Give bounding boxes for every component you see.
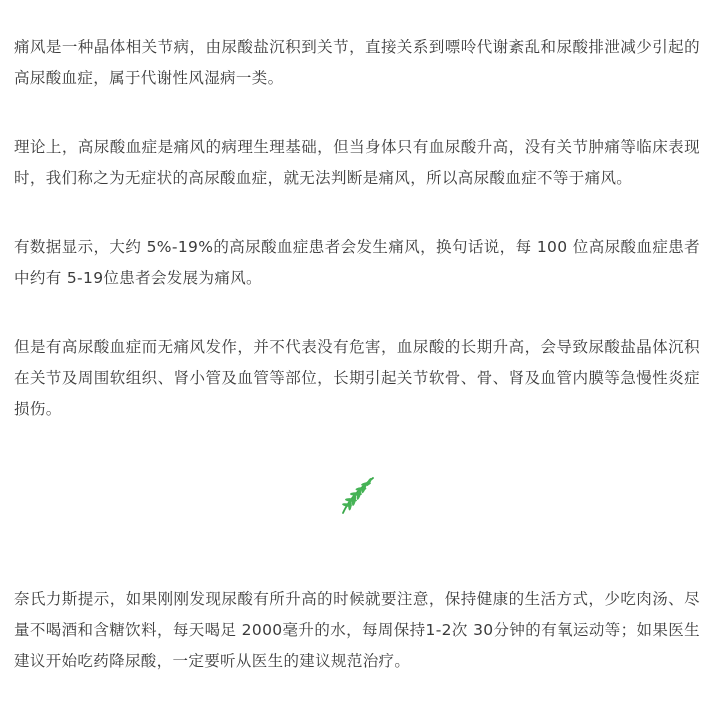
- closing-section: [14, 584, 700, 715]
- paragraph-advice: 奈氏力斯提示，如果刚刚发现尿酸有所升高的时候就要注意，保持健康的生活方式，少吃肉汤、尽量不喝酒和含糖饮料，每天喝足 2000毫升的水，每周保持1-2次 30分钟的有氧运动等；如果医生建议开始吃药降尿酸，一定要听从医生的建议规范治疗。: [14, 590, 700, 670]
- article-body: [14, 32, 700, 463]
- paragraph-harm: 但是有高尿酸血症而无痛风发作，并不代表没有危害，血尿酸的长期升高，会导致尿酸盐晶体沉积在关节及周围软组织、肾小管及血管等部位，长期引起关节软骨、骨、肾及血管内膜等急慢性炎症损伤。: [14, 338, 700, 418]
- leaf-icon: [335, 473, 379, 517]
- paragraph-statistics: 有数据显示，大约 5%-19%的高尿酸血症患者会发生痛风，换句话说，每 100 位高尿酸血症患者中约有 5-19位患者会发展为痛风。: [14, 238, 700, 287]
- paragraph-gout-definition: 痛风是一种晶体相关节病，由尿酸盐沉积到关节，直接关系到嘌呤代谢紊乱和尿酸排泄减少引起的高尿酸血症，属于代谢性风湿病一类。: [14, 38, 700, 87]
- section-divider: [0, 470, 714, 520]
- paragraph-hyperuricemia-theory: 理论上，高尿酸血症是痛风的病理生理基础，但当身体只有血尿酸升高，没有关节肿痛等临床表现时，我们称之为无症状的高尿酸血症，就无法判断是痛风，所以高尿酸血症不等于痛风。: [14, 138, 700, 187]
